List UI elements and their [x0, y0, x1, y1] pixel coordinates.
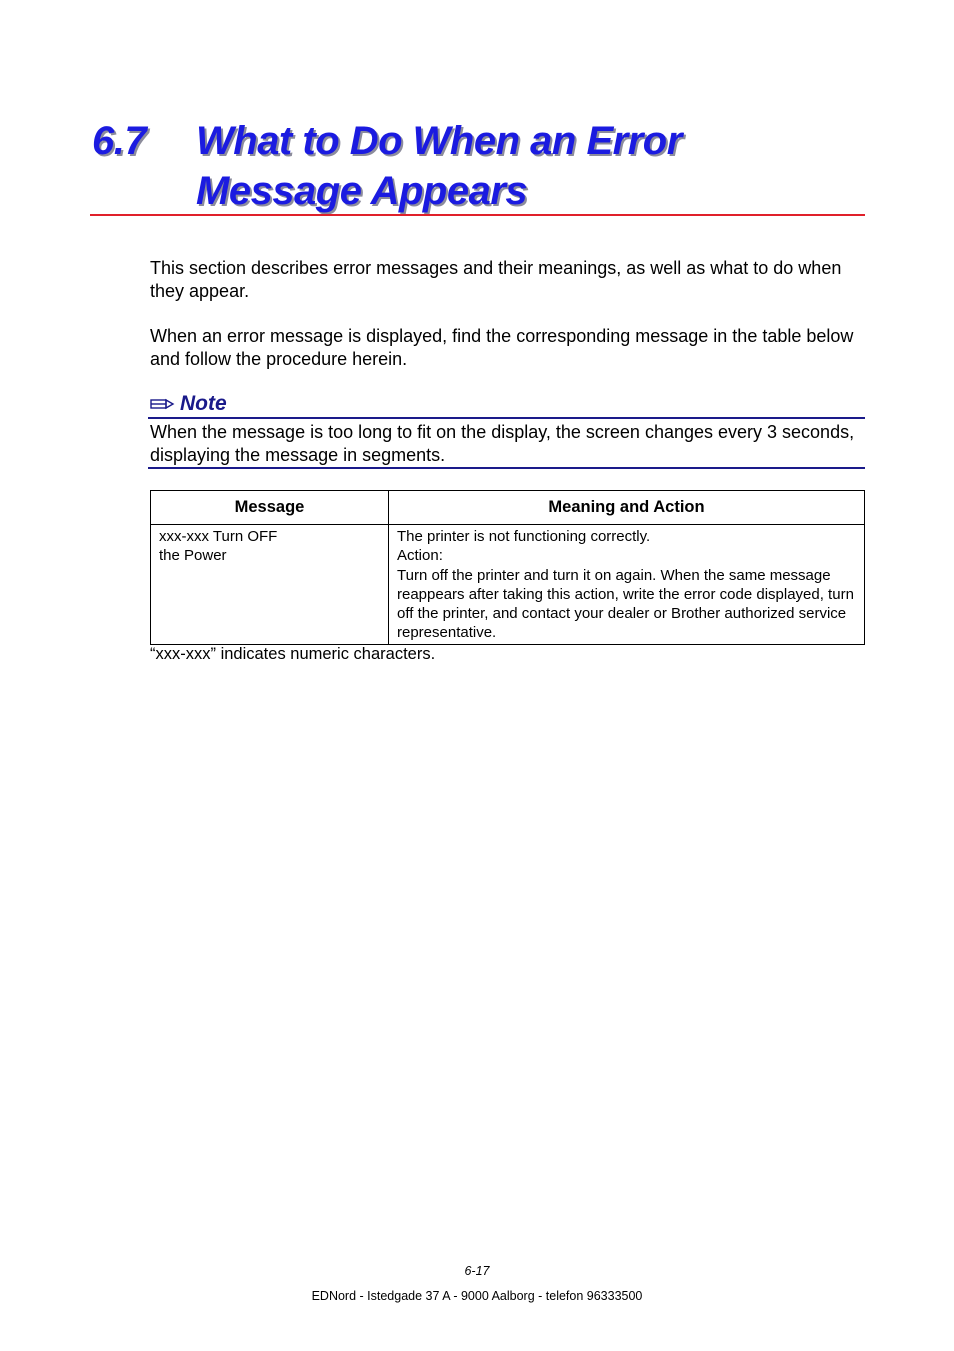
section-number: 6.7: [92, 119, 147, 163]
column-header-meaning: Meaning and Action: [389, 491, 865, 525]
message-cell: xxx-xxx Turn OFF the Power: [151, 525, 389, 645]
section-title-line-2: Message Appears: [196, 169, 528, 213]
note-top-rule: [148, 417, 865, 419]
pencil-icon: [150, 397, 176, 411]
section-heading: [92, 116, 864, 216]
column-header-message: Message: [151, 491, 389, 525]
meaning-cell: The printer is not functioning correctly. Action: Turn off the printer and turn it on again. When the same message reappears after taking this action, write the error code displayed, turn off the printer, and contact your dealer or Brother authorized service representative.: [389, 525, 865, 645]
note-title: Note: [180, 392, 227, 415]
intro-paragraph-1: This section describes error messages and their meanings, as well as what to do when they appear.: [150, 258, 842, 301]
table-row: [151, 525, 865, 645]
intro-paragraph-2: When an error message is displayed, find the corresponding message in the table below and follow the procedure herein.: [150, 326, 854, 369]
error-message-table: [150, 490, 865, 645]
note-header: [150, 391, 227, 417]
page-footer: EDNord - Istedgade 37 A - 9000 Aalborg - telefon 96333500: [311, 1289, 643, 1303]
table-footnote: “xxx-xxx” indicates numeric characters.: [150, 645, 436, 663]
section-title-line-1: What to Do When an Error: [196, 119, 682, 163]
page-number: 6-17: [464, 1264, 490, 1278]
note-bottom-rule: [148, 467, 865, 469]
heading-divider: [90, 214, 865, 216]
table-header-row: [151, 491, 865, 525]
note-text: When the message is too long to fit on the display, the screen changes every 3 seconds, displaying the message in segments.: [150, 422, 855, 465]
